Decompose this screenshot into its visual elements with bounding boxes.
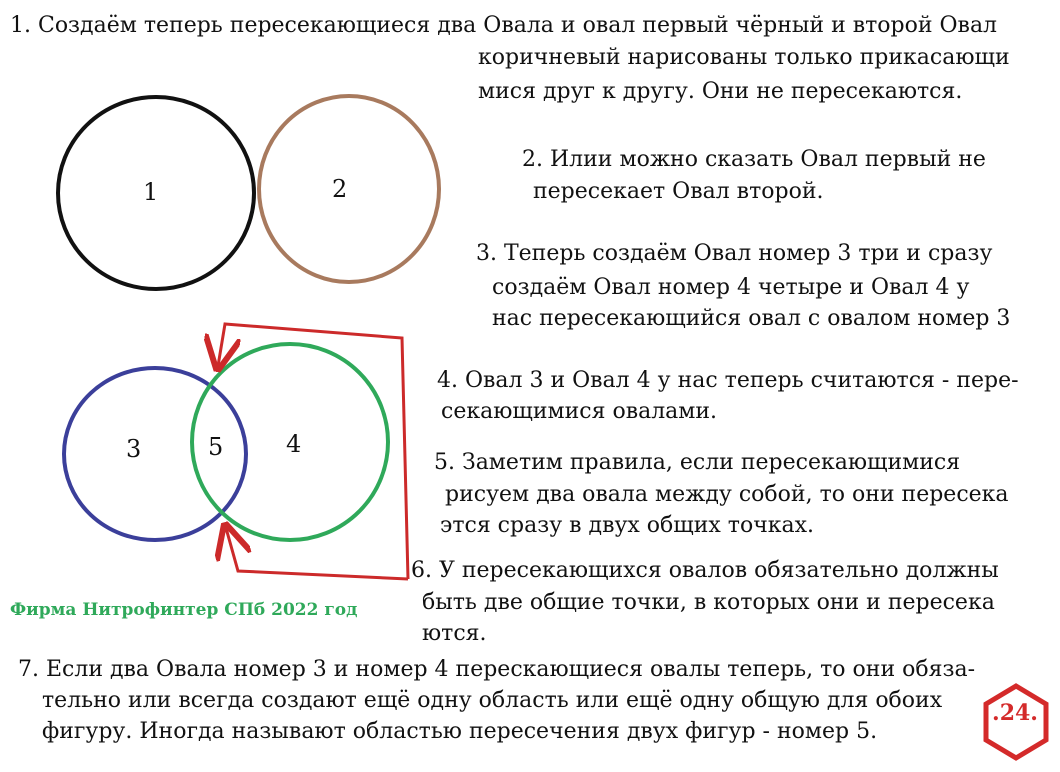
paragraph-3-line-3: нас пересекающийся овал с овалом номер 3: [492, 306, 1011, 331]
page-number-badge: .24.: [992, 700, 1038, 726]
oval-3-label: 3: [126, 435, 142, 463]
oval-1-label: 1: [143, 178, 159, 206]
paragraph-4-line-1: 4. Овал 3 и Овал 4 у нас теперь считаются - пере-: [437, 368, 1019, 393]
paragraph-5-line-3: этся сразу в двух общих точках.: [440, 513, 815, 538]
paragraph-1-line-1: 1. Создаём теперь пересекающиеся два Овала и овал первый чёрный и второй Овал: [10, 13, 998, 38]
paragraph-3-line-1: 3. Теперь создаём Овал номер 3 три и сразу: [476, 241, 993, 266]
paragraph-6-line-3: ются.: [422, 621, 487, 646]
paragraph-6-line-1: 6. У пересекающихся овалов обязательно должны: [411, 558, 999, 583]
paragraph-1-line-2: коричневый нарисованы только прикасающи: [478, 45, 1010, 70]
paragraph-5-line-2: рисуем два овала между собой, то они пересека: [445, 482, 1009, 507]
paragraph-7-line-3: фигуру. Иногда называют областью пересечения двух фигур - номер 5.: [42, 719, 878, 744]
paragraph-5-line-1: 5. Заметим правила, если пересекающимися: [434, 450, 961, 475]
paragraph-7-line-1: 7. Если два Овала номер 3 и номер 4 перескающиеся овалы теперь, то они обяза-: [18, 657, 976, 682]
paragraph-2-line-1: 2. Илии можно сказать Овал первый не: [522, 147, 986, 172]
paragraph-7-line-2: тельно или всегда создают ещё одну область или ещё одну общую для обоих: [42, 688, 943, 713]
paragraph-3-line-2: создаём Овал номер 4 четыре и Овал 4 у: [492, 275, 970, 300]
paragraph-2-line-2: пересекает Овал второй.: [533, 179, 824, 204]
author-credit: Фирма Нитрофинтер СПб 2022 год: [10, 600, 358, 620]
intersection-label: 5: [208, 433, 224, 461]
paragraph-6-line-2: быть две общие точки, в которых они и пересека: [422, 590, 995, 615]
oval-2: [259, 96, 439, 282]
oval-2-label: 2: [332, 175, 348, 203]
oval-4-label: 4: [286, 430, 302, 458]
paragraph-4-line-2: секающимися овалами.: [441, 399, 718, 424]
paragraph-1-line-3: мися друг к другу. Они не пересекаются.: [478, 79, 963, 104]
